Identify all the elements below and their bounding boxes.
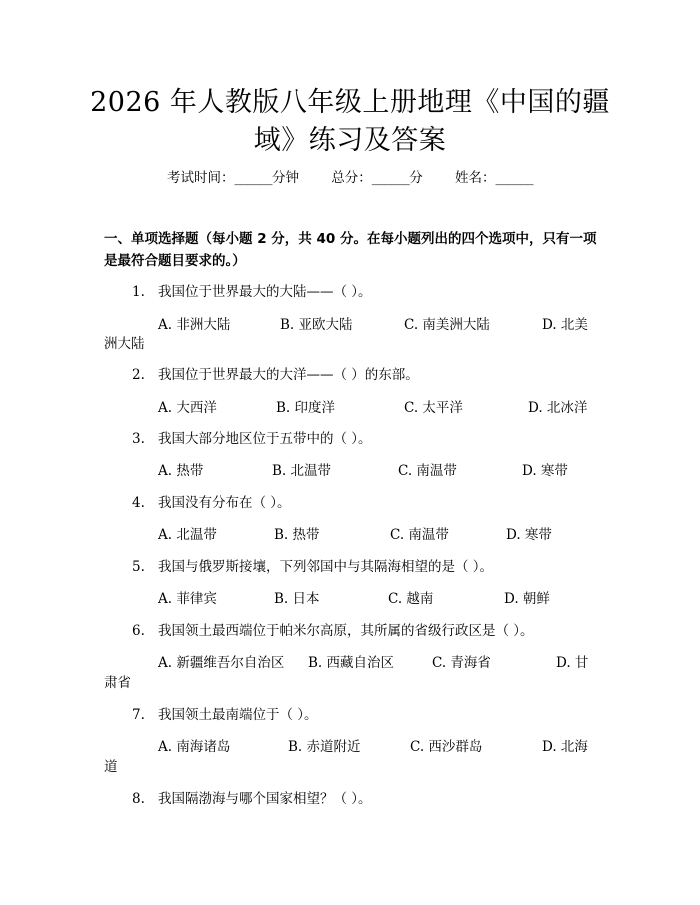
option-c: C. 越南 bbox=[388, 591, 434, 607]
option-a: A. 大西洋 bbox=[158, 400, 217, 416]
option-c: C. 南美洲大陆 bbox=[404, 317, 490, 333]
option-d: D. 寒带 bbox=[506, 527, 552, 543]
question-number: 4. bbox=[132, 495, 145, 511]
option-d: D. 朝鲜 bbox=[504, 591, 550, 607]
question-4 bbox=[132, 493, 291, 513]
option-d: D. 甘 bbox=[556, 655, 589, 671]
option-d: D. 寒带 bbox=[522, 463, 568, 479]
exam-time-field bbox=[167, 168, 299, 188]
question-number: 6. bbox=[132, 623, 145, 639]
question-7-option-wrap: 道 bbox=[104, 759, 118, 775]
option-c: C. 青海省 bbox=[432, 655, 491, 671]
option-d: D. 北海 bbox=[542, 739, 588, 755]
option-a: A. 菲律宾 bbox=[158, 591, 217, 607]
question-text: 我国领土最西端位于帕米尔高原，其所属的省级行政区是（ ）。 bbox=[158, 623, 534, 639]
time-unit: 分钟 bbox=[271, 170, 299, 186]
question-number: 5. bbox=[132, 559, 145, 575]
option-b: B. 日本 bbox=[274, 591, 320, 607]
time-label: 考试时间： bbox=[166, 170, 235, 186]
time-blank: ______ bbox=[234, 170, 272, 186]
option-a: A. 热带 bbox=[158, 463, 204, 479]
page-title-line-2: 域》练习及答案 bbox=[253, 125, 447, 156]
option-b: B. 北温带 bbox=[272, 463, 332, 479]
option-c: C. 南温带 bbox=[398, 463, 457, 479]
name-label: 姓名： bbox=[455, 170, 496, 186]
question-8 bbox=[132, 789, 372, 809]
student-name-field bbox=[455, 168, 533, 188]
score-unit: 分 bbox=[409, 170, 423, 186]
option-b: B. 西藏自治区 bbox=[308, 655, 395, 671]
question-7 bbox=[132, 705, 318, 725]
option-b: B. 印度洋 bbox=[276, 400, 336, 416]
question-3 bbox=[132, 429, 372, 449]
question-5 bbox=[132, 557, 493, 577]
question-text: 我国没有分布在（ ）。 bbox=[158, 495, 291, 511]
question-text: 我国隔渤海与哪个国家相望？（ ）。 bbox=[158, 791, 372, 807]
section-1-header-line-2: 是最符合题目要求的。） bbox=[104, 253, 246, 269]
option-c: C. 太平洋 bbox=[404, 400, 463, 416]
question-text: 我国位于世界最大的大洋——（ ）的东部。 bbox=[158, 367, 419, 383]
question-number: 7. bbox=[132, 707, 145, 723]
question-6-option-wrap: 肃省 bbox=[104, 675, 131, 691]
section-1-header bbox=[104, 228, 604, 272]
question-text: 我国位于世界最大的大陆——（ ）。 bbox=[158, 284, 372, 300]
option-c: C. 南温带 bbox=[390, 527, 449, 543]
option-a: A. 非洲大陆 bbox=[158, 317, 231, 333]
question-number: 8. bbox=[132, 791, 145, 807]
page-title-line-1: 2026 年人教版八年级上册地理《中国的疆 bbox=[90, 87, 610, 118]
question-6 bbox=[132, 621, 534, 641]
question-1 bbox=[132, 282, 372, 302]
section-1-header-line-1: 一、单项选择题（每小题 2 分，共 40 分。在每小题列出的四个选项中，只有一项 bbox=[104, 231, 597, 247]
option-b: B. 赤道附近 bbox=[288, 739, 361, 755]
question-1-option-wrap: 洲大陆 bbox=[104, 336, 145, 352]
score-blank: ______ bbox=[371, 170, 410, 186]
option-d: D. 北美 bbox=[542, 317, 588, 333]
exam-meta bbox=[0, 168, 700, 188]
score-label: 总分： bbox=[331, 170, 372, 186]
option-a: A. 新疆维吾尔自治区 bbox=[158, 655, 285, 671]
question-text: 我国与俄罗斯接壤，下列邻国中与其隔海相望的是（ ）。 bbox=[158, 559, 494, 575]
total-score-field bbox=[331, 168, 423, 188]
option-a: A. 北温带 bbox=[158, 527, 217, 543]
question-text: 我国大部分地区位于五带中的（ ）。 bbox=[158, 431, 372, 447]
question-number: 3. bbox=[132, 431, 145, 447]
option-c: C. 西沙群岛 bbox=[410, 739, 483, 755]
question-number: 2. bbox=[132, 367, 145, 383]
option-a: A. 南海诸岛 bbox=[158, 739, 231, 755]
question-text: 我国领土最南端位于（ ）。 bbox=[158, 707, 318, 723]
option-b: B. 热带 bbox=[274, 527, 320, 543]
question-2 bbox=[132, 365, 419, 385]
name-blank: ______ bbox=[495, 170, 534, 186]
option-b: B. 亚欧大陆 bbox=[280, 317, 353, 333]
question-number: 1. bbox=[132, 284, 145, 300]
option-d: D. 北冰洋 bbox=[528, 400, 588, 416]
